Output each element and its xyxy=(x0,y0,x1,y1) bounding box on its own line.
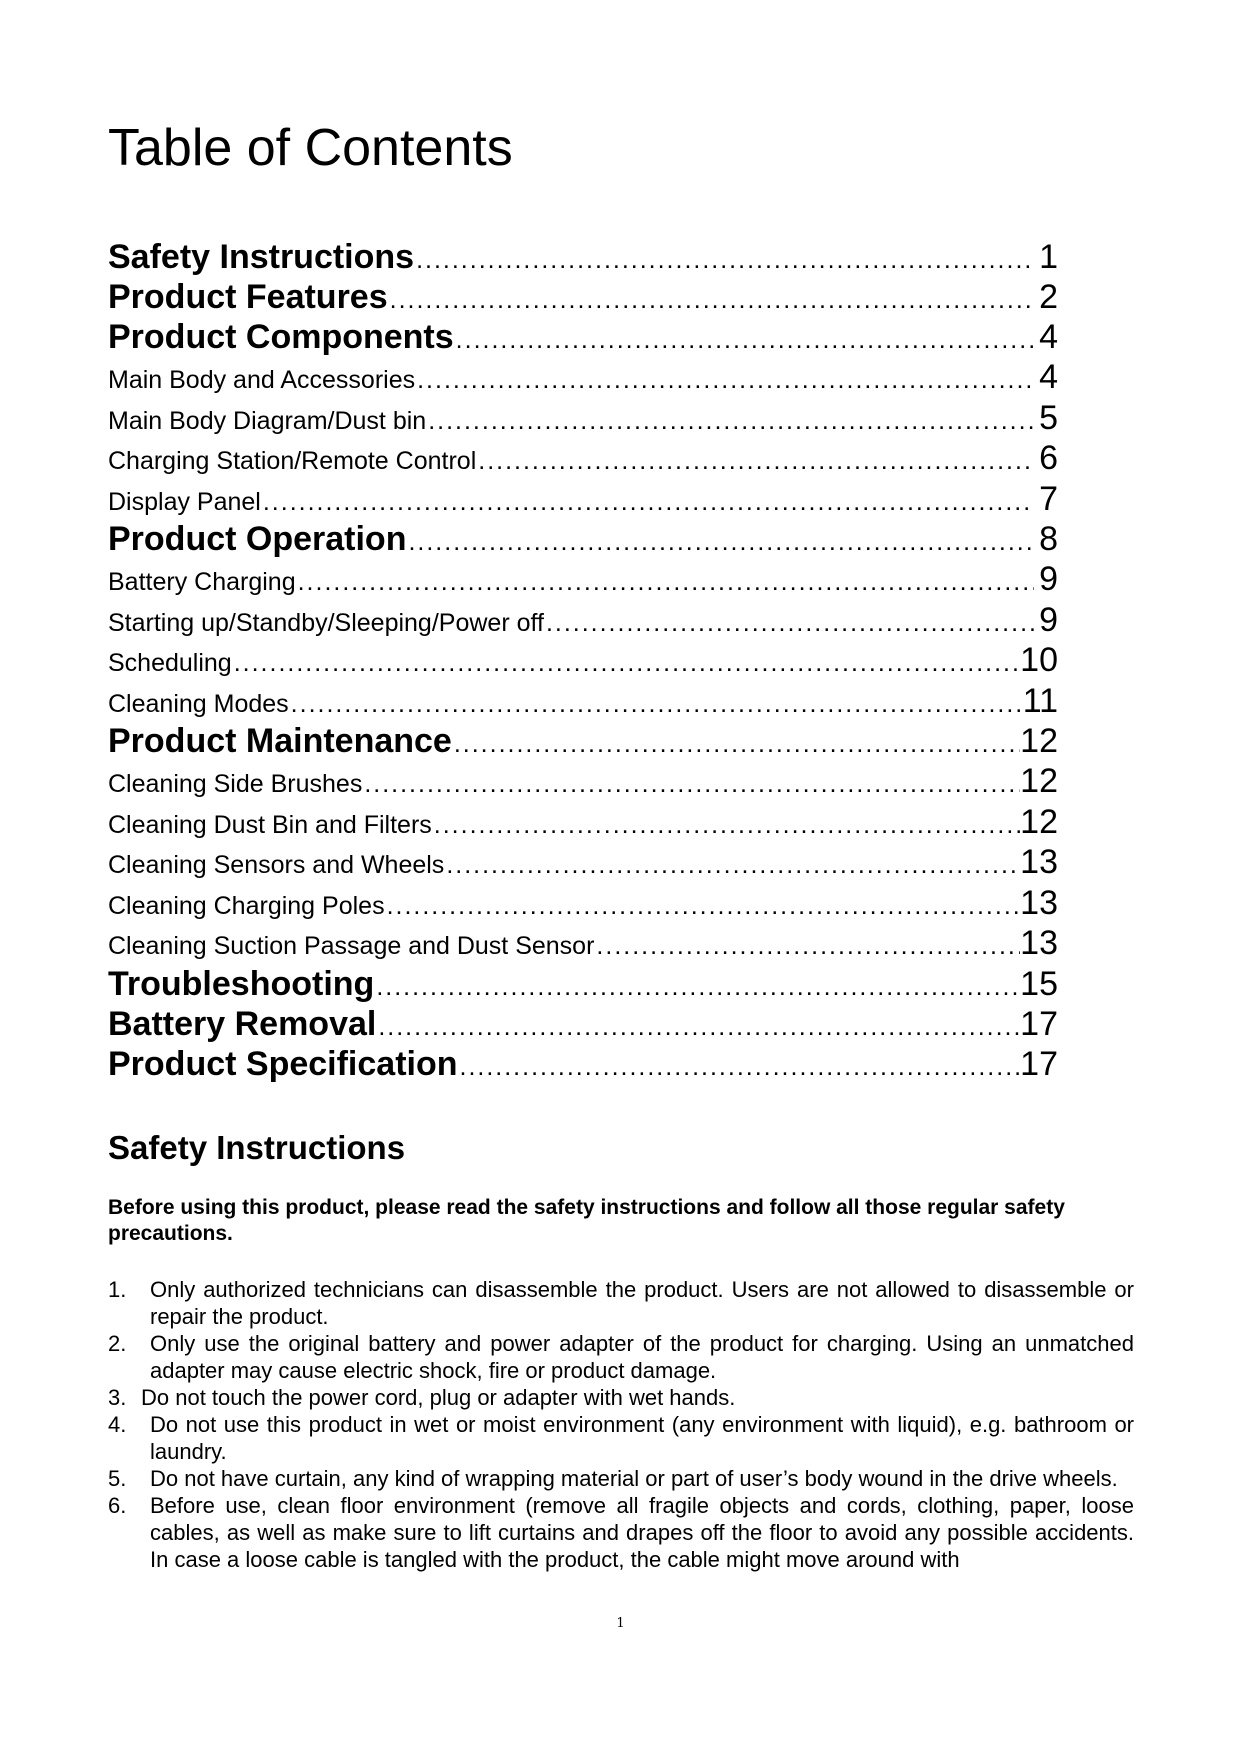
list-item-text: Before use, clean floor environment (remove all fragile objects and cords, clothing, paper, loose cables, as well as make sure to lift curtains and drapes off the floor to avoid any possible accidents. In case a loose cable is tangled with the product, the cable might move around with xyxy=(150,1493,1134,1572)
toc-entry[interactable] xyxy=(108,278,1058,318)
toc-entry-label: Cleaning Suction Passage and Dust Sensor xyxy=(108,932,595,960)
toc-entry-page: 5 xyxy=(1039,398,1058,437)
toc-leader xyxy=(296,568,1034,597)
toc-entry-label: Product Components xyxy=(108,318,454,356)
list-item xyxy=(108,1276,1134,1330)
toc-entry-page: 8 xyxy=(1039,520,1058,558)
list-item-number: 2. xyxy=(108,1331,127,1356)
toc-title: Table of Contents xyxy=(108,119,513,177)
toc-entry-page: 10 xyxy=(1020,641,1058,679)
toc-leader xyxy=(476,447,1034,476)
toc-entry-label: Cleaning Charging Poles xyxy=(108,891,385,920)
toc-entry[interactable] xyxy=(108,318,1058,358)
toc-entry-page: 11 xyxy=(1022,681,1058,720)
toc-leader xyxy=(594,932,1020,961)
toc-entry-label: Battery Removal xyxy=(108,1004,377,1043)
list-item-number: 5. xyxy=(108,1466,127,1491)
toc-entry[interactable] xyxy=(108,722,1058,762)
toc-leader xyxy=(376,1013,1020,1042)
toc-entry[interactable] xyxy=(108,1045,1058,1085)
list-item xyxy=(108,1384,1134,1411)
toc-entry-page: 6 xyxy=(1039,439,1058,477)
toc-leader xyxy=(432,811,1020,840)
toc-entry[interactable] xyxy=(108,843,1058,884)
list-item-text: Only authorized technicians can disassemble the product. Users are not allowed to disassemble or repair the product. xyxy=(150,1277,1134,1329)
toc-entry[interactable] xyxy=(108,480,1058,521)
list-item-text: Do not touch the power cord, plug or adapter with wet hands. xyxy=(141,1385,736,1410)
toc-entry-label: Product Specification xyxy=(108,1044,458,1083)
toc-entry-label: Cleaning Side Brushes xyxy=(108,770,363,798)
toc-entry-page: 12 xyxy=(1020,802,1058,841)
toc-leader xyxy=(261,488,1034,517)
table-of-contents xyxy=(108,238,1058,1085)
toc-entry-label: Main Body Diagram/Dust bin xyxy=(108,406,427,435)
list-item-text: Only use the original battery and power adapter of the product for charging. Using an unmatched adapter may cause electric shock, fire or product damage. xyxy=(150,1331,1134,1383)
toc-entry-label: Product Maintenance xyxy=(108,722,452,760)
toc-leader xyxy=(452,730,1020,759)
toc-entry-page: 12 xyxy=(1020,722,1058,760)
toc-entry[interactable] xyxy=(108,601,1058,642)
list-item-text: Do not use this product in wet or moist environment (any environment with liquid), e.g. bathroom or laundry. xyxy=(150,1412,1134,1464)
toc-entry[interactable] xyxy=(108,884,1058,925)
toc-entry-page: 17 xyxy=(1020,1044,1058,1083)
toc-entry-label: Product Features xyxy=(108,278,388,316)
toc-entry-page: 12 xyxy=(1020,762,1058,800)
toc-entry-label: Main Body and Accessories xyxy=(108,366,416,394)
toc-entry[interactable] xyxy=(108,762,1058,803)
toc-entry[interactable] xyxy=(108,520,1058,560)
toc-entry[interactable] xyxy=(108,965,1058,1005)
toc-entry[interactable] xyxy=(108,238,1058,278)
list-item xyxy=(108,1330,1134,1384)
toc-leader xyxy=(454,326,1034,355)
toc-entry[interactable] xyxy=(108,924,1058,965)
safety-heading: Safety Instructions xyxy=(108,1129,406,1166)
list-item-number: 6. xyxy=(108,1493,127,1518)
toc-leader xyxy=(362,770,1020,799)
toc-entry[interactable] xyxy=(108,1005,1058,1045)
toc-leader xyxy=(385,892,1021,921)
toc-leader xyxy=(388,286,1034,315)
toc-entry-label: Cleaning Dust Bin and Filters xyxy=(108,810,432,839)
toc-entry-label: Safety Instructions xyxy=(108,238,415,276)
toc-entry-page: 2 xyxy=(1039,278,1058,316)
toc-entry[interactable] xyxy=(108,682,1058,723)
toc-leader xyxy=(444,851,1020,880)
toc-leader xyxy=(232,649,1020,678)
toc-entry-label: Display Panel xyxy=(108,487,261,516)
toc-entry-label: Troubleshooting xyxy=(108,964,375,1003)
toc-entry[interactable] xyxy=(108,641,1058,682)
toc-entry-page: 13 xyxy=(1020,883,1058,922)
safety-list xyxy=(108,1276,1134,1573)
toc-entry-page: 9 xyxy=(1039,560,1058,598)
toc-entry[interactable] xyxy=(108,560,1058,601)
toc-entry-label: Scheduling xyxy=(108,649,232,677)
list-item-number: 3. xyxy=(108,1385,127,1410)
toc-entry[interactable] xyxy=(108,803,1058,844)
toc-entry-label: Starting up/Standby/Sleeping/Power off xyxy=(108,608,544,637)
toc-entry-page: 15 xyxy=(1020,964,1058,1003)
toc-entry[interactable] xyxy=(108,358,1058,399)
toc-entry-label: Battery Charging xyxy=(108,568,296,596)
toc-leader xyxy=(406,528,1034,557)
toc-entry-page: 7 xyxy=(1039,479,1058,518)
toc-leader xyxy=(415,366,1034,395)
toc-entry[interactable] xyxy=(108,399,1058,440)
toc-entry-page: 4 xyxy=(1039,318,1058,356)
toc-entry-label: Product Operation xyxy=(108,520,407,558)
list-item-text: Do not have curtain, any kind of wrapping material or part of user’s body wound in the drive wheels. xyxy=(150,1466,1118,1491)
list-item xyxy=(108,1411,1134,1465)
toc-entry-label: Cleaning Sensors and Wheels xyxy=(108,851,445,879)
list-item-number: 4. xyxy=(108,1412,127,1437)
toc-leader xyxy=(426,407,1034,436)
toc-leader xyxy=(289,690,1023,719)
list-item xyxy=(108,1465,1134,1492)
toc-entry-page: 13 xyxy=(1020,924,1058,962)
toc-leader xyxy=(374,973,1020,1002)
page-number: 1 xyxy=(616,1616,625,1631)
toc-entry-page: 13 xyxy=(1020,843,1058,881)
toc-entry-page: 1 xyxy=(1039,238,1058,276)
toc-leader xyxy=(458,1053,1021,1082)
toc-leader xyxy=(414,246,1034,275)
list-item-number: 1. xyxy=(108,1277,127,1302)
toc-entry-label: Cleaning Modes xyxy=(108,689,289,718)
safety-intro: Before using this product, please read the safety instructions and follow all those regular safety precautions. xyxy=(108,1196,1065,1245)
toc-entry-page: 17 xyxy=(1020,1004,1058,1043)
toc-entry-label: Charging Station/Remote Control xyxy=(108,447,477,475)
toc-entry-page: 9 xyxy=(1039,600,1058,639)
toc-entry-page: 4 xyxy=(1039,358,1058,396)
toc-entry[interactable] xyxy=(108,439,1058,480)
toc-leader xyxy=(544,609,1034,638)
list-item xyxy=(108,1492,1134,1573)
